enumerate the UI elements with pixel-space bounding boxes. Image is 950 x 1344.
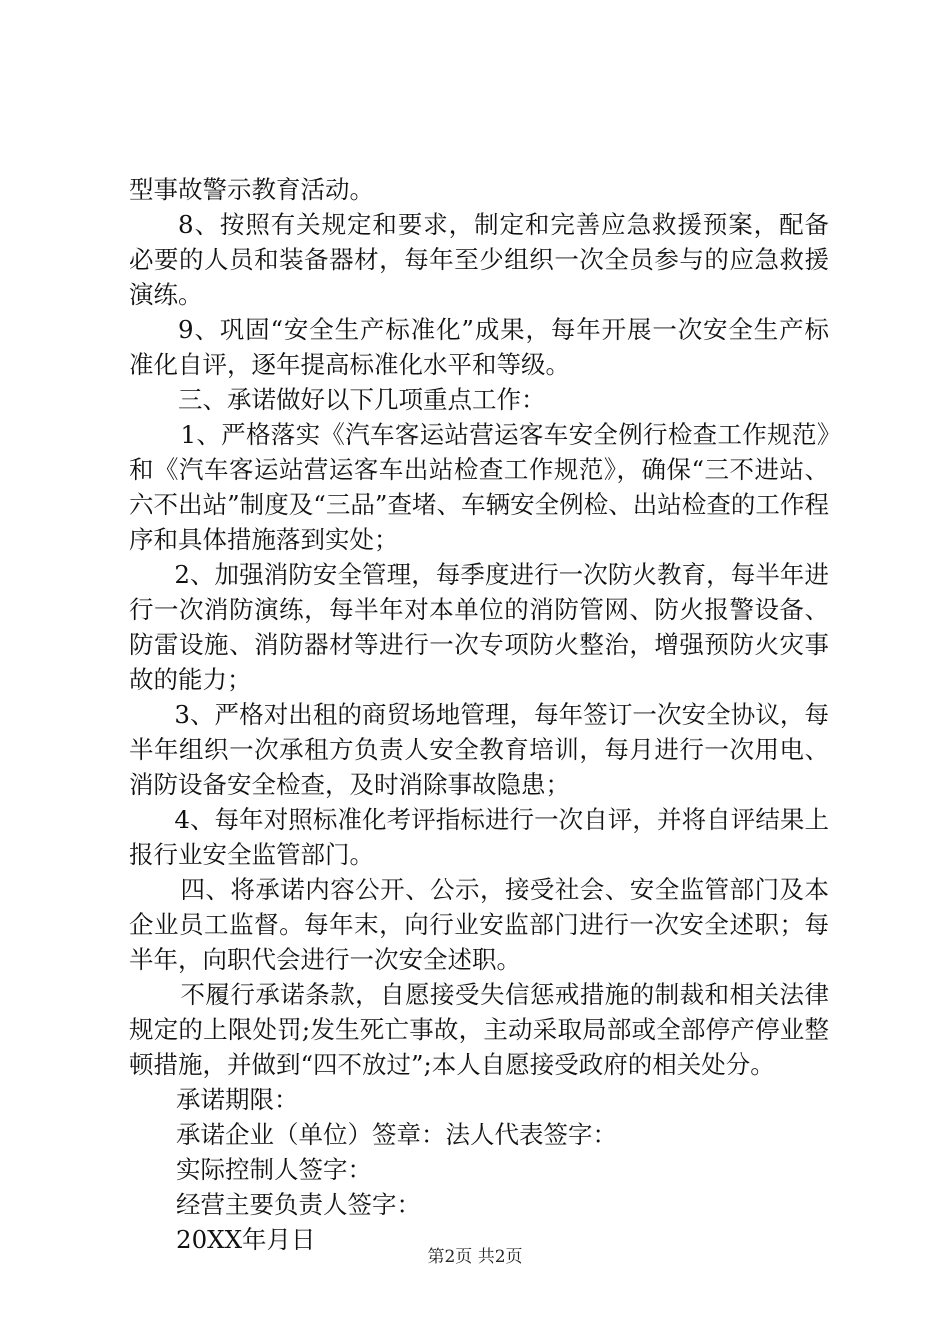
section-heading-3: 三、承诺做好以下几项重点工作：	[178, 385, 546, 414]
section-heading-4: 四、将承诺内容公开、公示，接受社会、安全监管部门及本企业员工监督。每年末，向行业安监部门进行一次安全述职；每半年，向职代会进行一次安全述职。	[129, 875, 829, 974]
paragraph-key-item-4: 4、每年对照标准化考评指标进行一次自评，并将自评结果上报行业安全监管部门。	[129, 805, 829, 869]
document-body	[129, 172, 829, 1257]
date-line: 20XX年月日	[176, 1225, 316, 1254]
controller-signature-line: 实际控制人签字：	[176, 1155, 372, 1184]
paragraph-key-item-3: 3、严格对出租的商贸场地管理，每年签订一次安全协议，每半年组织一次承租方负责人安全教育培训，每月进行一次用电、消防设备安全检查，及时消除事故隐患；	[129, 700, 829, 799]
paragraph-key-item-1: 1、严格落实《汽车客运站营运客车安全例行检查工作规范》和《汽车客运站营运客车出站检查工作规范》，确保“三不进站、六不出站”制度及“三品”查堵、车辆安全例检、出站检查的工作程序和具体措施落到实处；	[129, 420, 829, 554]
page-footer: 第2页 共2页	[427, 1247, 523, 1267]
commitment-period-line: 承诺期限：	[176, 1085, 299, 1114]
paragraph-continuation: 型事故警示教育活动。	[129, 175, 374, 204]
company-seal-line: 承诺企业（单位）签章：法人代表签字：	[176, 1120, 617, 1149]
manager-signature-line: 经营主要负责人签字：	[176, 1190, 421, 1219]
paragraph-item-9: 9、巩固“安全生产标准化”成果，每年开展一次安全生产标准化自评，逐年提高标准化水平和等级。	[129, 315, 829, 379]
paragraph-item-8: 8、按照有关规定和要求，制定和完善应急救援预案，配备必要的人员和装备器材，每年至少组织一次全员参与的应急救援演练。	[129, 210, 829, 309]
paragraph-key-item-2: 2、加强消防安全管理，每季度进行一次防火教育，每半年进行一次消防演练，每半年对本单位的消防管网、防火报警设备、防雷设施、消防器材等进行一次专项防火整治，增强预防火灾事故的能力；	[129, 560, 829, 694]
paragraph-penalty-clause: 不履行承诺条款，自愿接受失信惩戒措施的制裁和相关法律规定的上限处罚;发生死亡事故，主动采取局部或全部停产停业整顿措施，并做到“四不放过”;本人自愿接受政府的相关处分。	[129, 980, 829, 1079]
